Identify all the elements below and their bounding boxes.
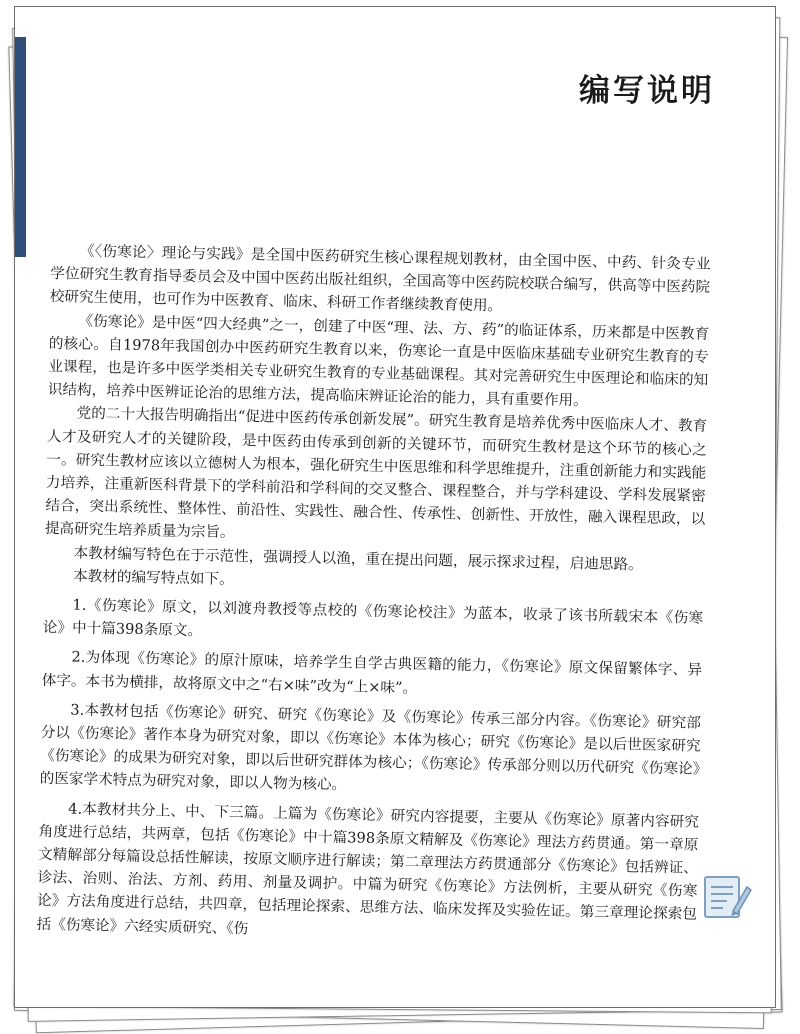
paragraph: 本教材编写特色在于示范性，强调授人以渔，重在提出问题，展示探求过程，启迪思路。 [73, 544, 643, 574]
paragraph: 本教材的编写特点如下。 [72, 567, 234, 588]
body-text [36, 239, 710, 950]
numbered-item: 2.为体现《伤寒论》的原汁原味，培养学生自学古典医籍的能力，《伤寒论》原文保留繁体字、异体字。本书为横排，故将原文中之“右×味”改为“上×味”。 [41, 648, 703, 697]
numbered-item: 1.《伤寒论》原文，以刘渡舟教授等点校的《伤寒论校注》为蓝本，收录了该书所载宋本《伤寒论》中十篇398条原文。 [42, 596, 704, 640]
paragraph: 《伤寒论》是中医“四大经典”之一，创建了中医“理、法、方、药”的临证体系，历来都是中医教育的核心。自1978年我国创办中医药研究生教育以来，伤寒论一直是中医临床基础专业研究生教育的专业课程，也是许多中医学类相关专业研究生教育的专业基础课程。其对完善研究生中医理论和临床的知识结构，培养中医辨证论治的思维方法，提高临床辨证论治的能力，具有重要作用。 [47, 312, 710, 410]
numbered-item: 3.本教材包括《伤寒论》研究、研究《伤寒论》及《伤寒论》传承三部分内容。《伤寒论》研究部分以《伤寒论》著作本身为研究对象，即以《伤寒论》本体为核心；研究《伤寒论》是以后世医家研究《伤寒论》的成果为研究对象，即以后世研究群体为核心；《伤寒论》传承部分则以历代研究《伤寒论》的医家学术特点为研究对象，即以人物为核心。 [39, 701, 702, 794]
document-page [14, 6, 776, 1008]
page-title: 编写说明 [579, 73, 715, 109]
notebook-pen-icon [697, 867, 753, 923]
numbered-item: 4.本教材共分上、中、下三篇。上篇为《伤寒论》研究内容提要，主要从《伤寒论》原著内容研究角度进行总结，共两章，包括《伤寒论》中十篇398条原文精解及《伤寒论》理法方药贯通。第一章原文精解部分每篇设总括性解读，按原文顺序进行解读；第二章理法方药贯通部分《伤寒论》包括辨证、诊法、治则、治法、方剂、药用、剂量及调护。中篇为研究《伤寒论》方法例析，主要从研究《伤寒论》方法角度进行总结，共四章，包括理论探索、思维方法、临床发挥及实验佐证。第三章理论探索包括《伤寒论》六经实质研究、《伤 [36, 800, 700, 937]
paragraph: 党的二十大报告明确指出“促进中医药传承创新发展”。研究生教育是培养优秀中医临床人才、教育人才及研究人才的关键阶段，是中医药由传承到创新的关键环节，而研究生教材是这个环节的核心之一。研究生教材应该以立德树人为根本，强化研究生中医思维和科学思维提升，注重创新能力和实践能力培养，注重新医科背景下的学科前沿和学科间的交叉整合、课程整合，并与学科建设、学科发展紧密结合，突出系统性、整体性、前沿性、实践性、融合性、传承性、创新性、开放性，融入课程思政，以提高研究生培养质量为宗旨。 [44, 404, 708, 542]
paragraph: 《〈伤寒论〉理论与实践》是全国中医药研究生核心课程规划教材，由全国中医、中药、针灸专业学位研究生教育指导委员会及中国中医药出版社组织，全国高等中医药院校联合编写，供高等中医药院校研究生使用，也可作为中医教育、临床、科研工作者继续教育使用。 [49, 242, 711, 315]
edge-color-band [15, 37, 26, 257]
